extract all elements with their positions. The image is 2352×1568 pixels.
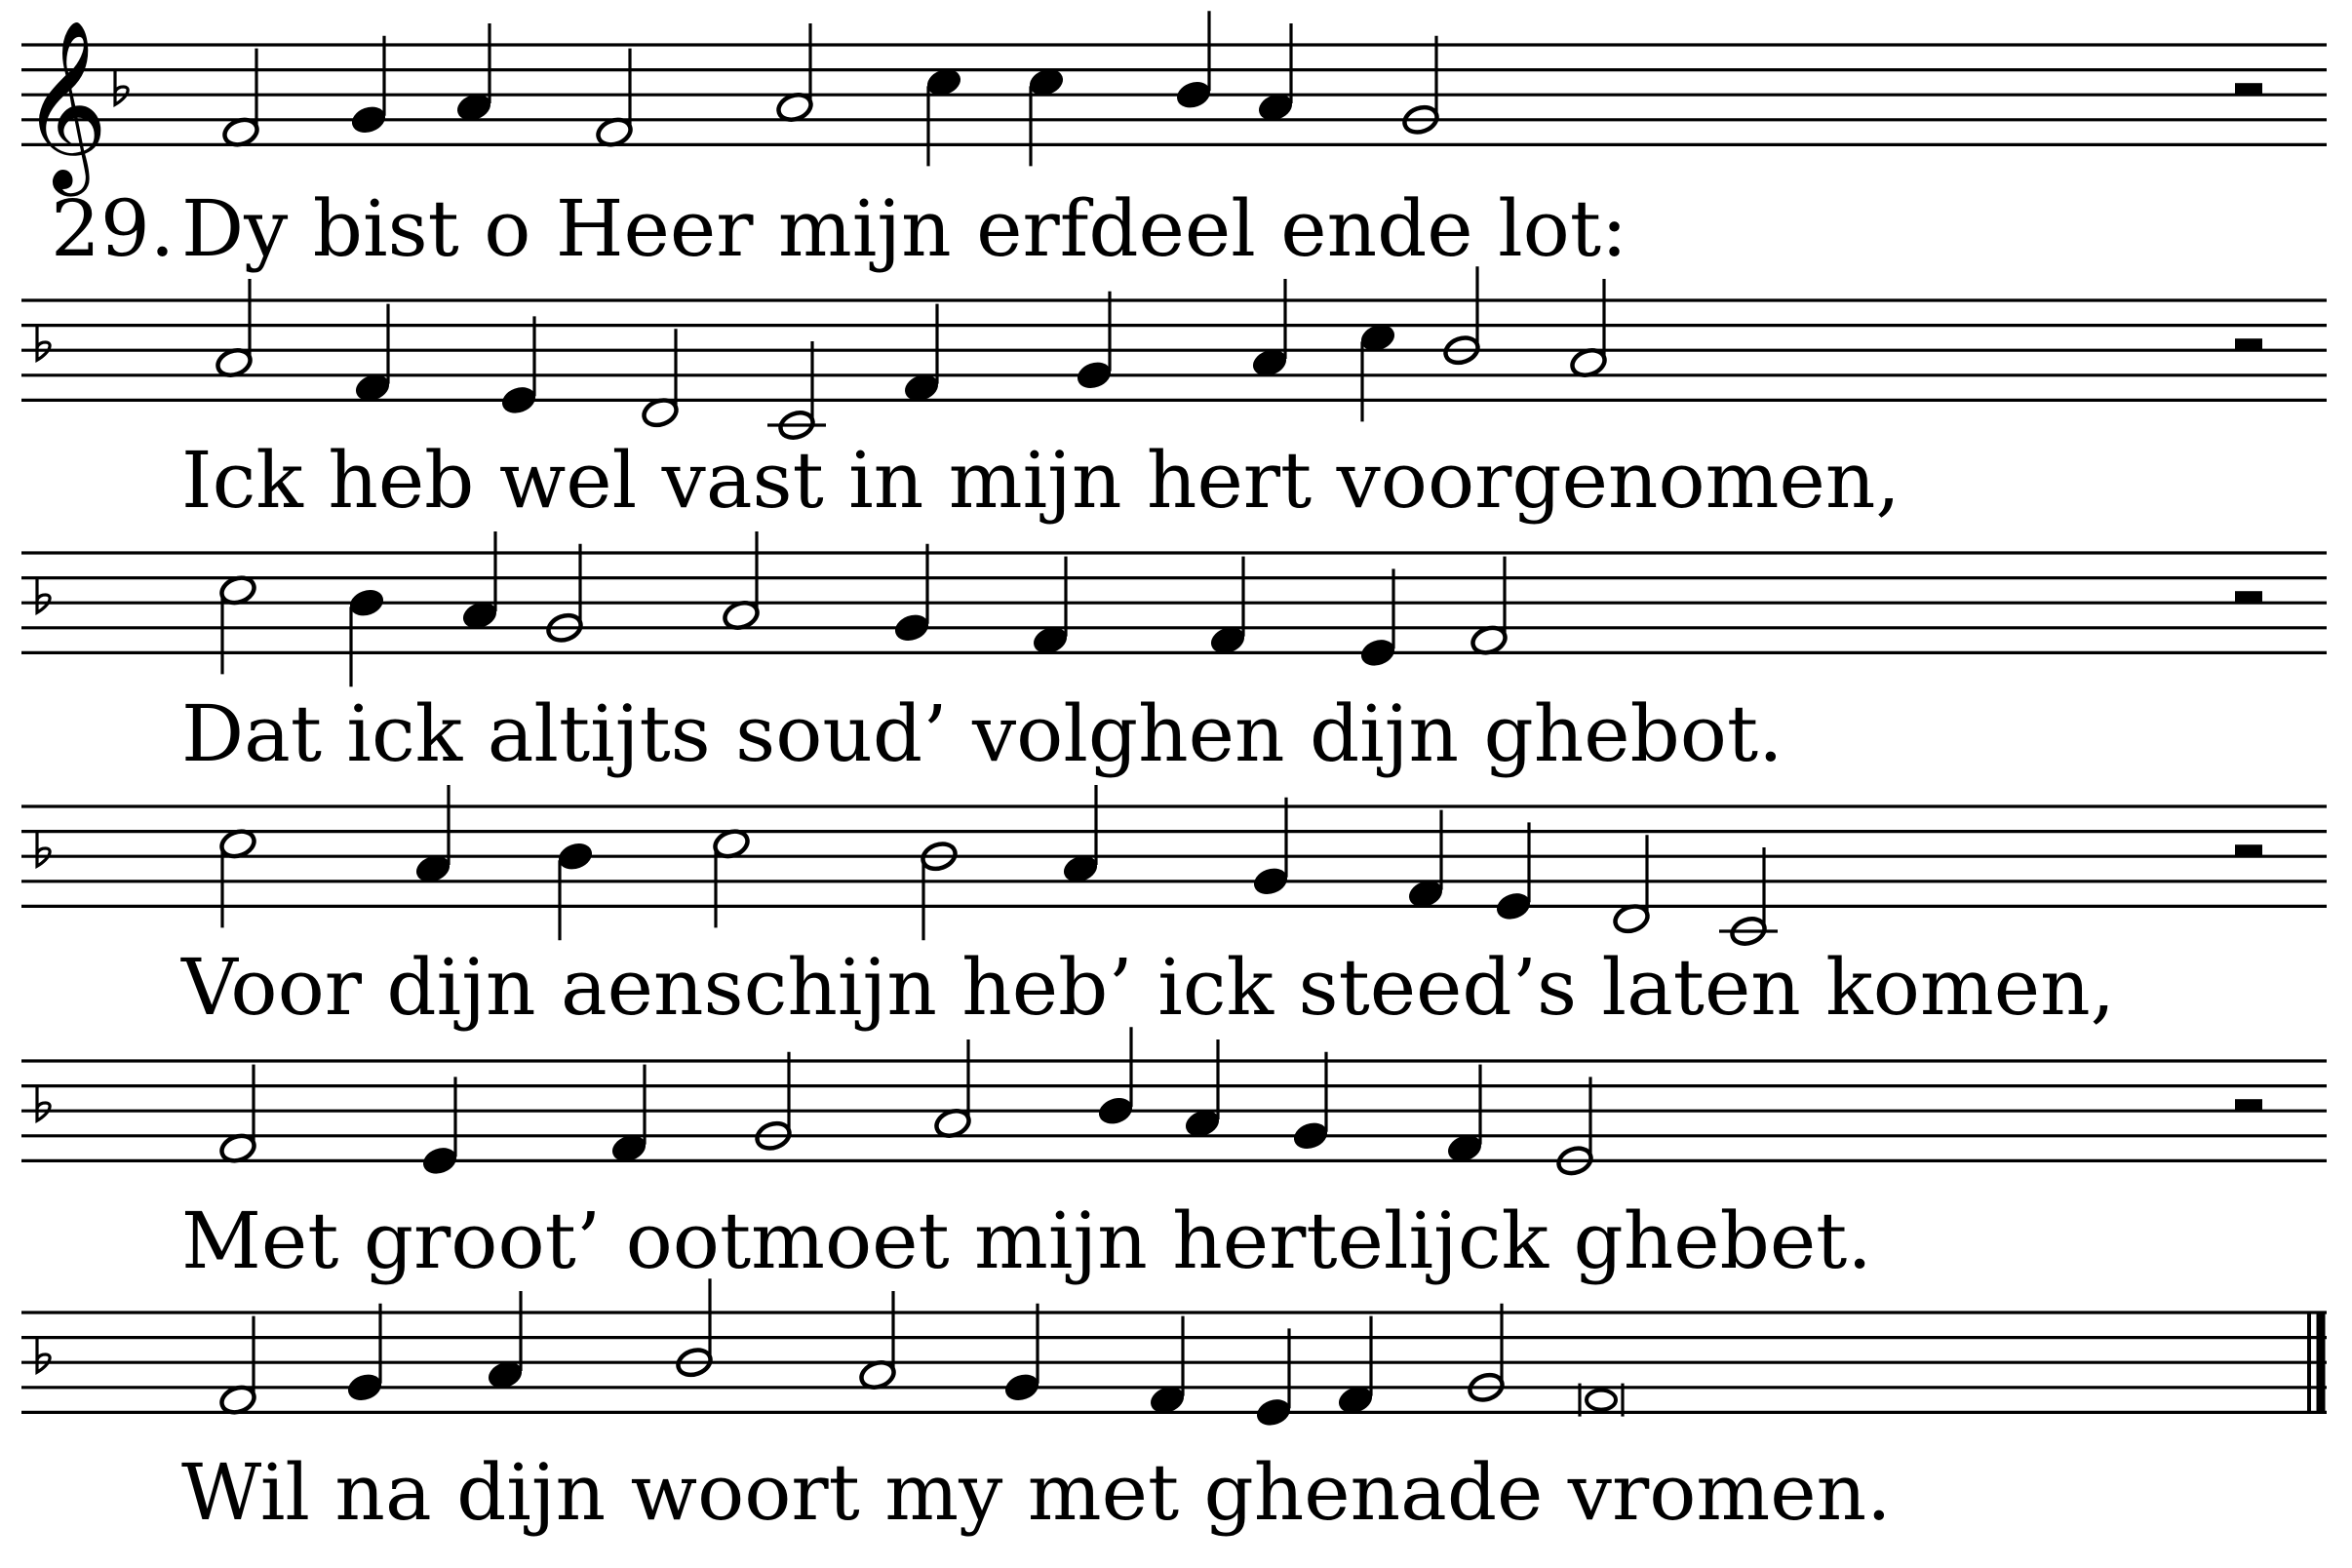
note-half [215, 279, 254, 379]
flat-icon [115, 69, 128, 104]
verse-number: 29. [51, 183, 176, 274]
filled-notehead [347, 586, 386, 619]
note-quarter [924, 65, 963, 166]
note-half [1467, 1304, 1506, 1404]
note-quarter [1208, 557, 1247, 657]
note-quarter [1096, 1027, 1135, 1127]
note-quarter [1075, 292, 1114, 392]
note-quarter [1406, 810, 1445, 911]
lyric-line-3: Dat ick altijts soud’ volghen dijn ghebot. [181, 688, 1784, 779]
half-rest-icon [2235, 338, 2262, 350]
note-quarter [902, 304, 941, 405]
note-half [1401, 36, 1440, 137]
filled-notehead [1251, 865, 1290, 898]
note-half [712, 827, 751, 927]
note-half [641, 329, 680, 429]
note-half [767, 341, 826, 442]
filled-notehead [892, 611, 931, 645]
note-quarter [1027, 65, 1066, 166]
filled-notehead [1096, 1094, 1135, 1127]
flat-icon [37, 1085, 50, 1120]
note-quarter [460, 531, 499, 632]
note-quarter [454, 23, 493, 124]
note-quarter [499, 316, 538, 416]
note-quarter [1061, 785, 1100, 885]
note-quarter [349, 36, 388, 137]
filled-notehead [1291, 1119, 1330, 1153]
filled-notehead [420, 1144, 459, 1177]
note-half [1719, 847, 1778, 948]
breve-head [1587, 1391, 1616, 1410]
lyric-line-2: Ick heb wel vast in mijn hert voorgenomen, [181, 435, 1901, 526]
note-half [1442, 266, 1481, 367]
lyric-line-1: Dy bist o Heer mijn erfdeel ende lot: [181, 183, 1627, 274]
note-half [1569, 279, 1608, 379]
note-quarter [1256, 23, 1295, 124]
note-quarter [1250, 279, 1289, 379]
note-half [675, 1278, 714, 1379]
note-quarter [1183, 1039, 1222, 1140]
note-quarter [1291, 1052, 1330, 1153]
note-quarter [609, 1065, 648, 1165]
note-half [775, 23, 814, 124]
staff-4 [21, 785, 2327, 948]
note-quarter [1148, 1316, 1187, 1417]
flat-icon [37, 325, 50, 360]
flat-icon [37, 1337, 50, 1372]
note-half [754, 1052, 793, 1153]
note-quarter [347, 586, 386, 686]
note-quarter [1002, 1304, 1041, 1404]
staff-6 [21, 1278, 2327, 1429]
filled-notehead [1174, 78, 1213, 111]
staff-3 [21, 531, 2327, 686]
lyric-line-4: Voor dijn aenschijn heb’ ick steed’s laten komen, [181, 942, 2116, 1033]
half-rest-icon [2235, 83, 2262, 95]
note-half [221, 49, 260, 149]
note-half [1612, 835, 1651, 935]
note-half [218, 573, 257, 674]
staff-5 [21, 1027, 2327, 1177]
half-rest-icon [2235, 1099, 2262, 1111]
note-quarter [1251, 798, 1290, 898]
flat-icon [37, 577, 50, 612]
note-quarter [1336, 1316, 1375, 1417]
filled-notehead [499, 383, 538, 416]
note-quarter [556, 840, 595, 940]
note-half [722, 531, 761, 632]
lyric-line-5: Met groot’ ootmoet mijn hertelijck ghebet. [181, 1196, 1872, 1286]
filled-notehead [1254, 1395, 1293, 1429]
note-quarter [413, 785, 452, 885]
note-half [218, 1065, 257, 1165]
note-half [595, 49, 634, 149]
note-half [1470, 557, 1509, 657]
filled-notehead [1494, 889, 1533, 922]
note-half [218, 1316, 257, 1417]
note-half [1555, 1077, 1594, 1177]
staff-1 [21, 11, 2327, 197]
note-quarter [1358, 321, 1397, 421]
lyric-line-6: Wil na dijn woort my met ghenade vromen. [181, 1447, 1892, 1538]
note-half [545, 544, 584, 645]
filled-notehead [345, 1371, 384, 1404]
staff-2 [21, 266, 2327, 442]
flat-icon [37, 831, 50, 866]
note-quarter [1445, 1065, 1484, 1165]
note-half [218, 827, 257, 927]
note-quarter [345, 1304, 384, 1404]
note-half [933, 1039, 972, 1140]
treble-clef-icon: 𝄞 [21, 20, 108, 189]
note-half [858, 1291, 897, 1392]
filled-notehead [349, 103, 388, 137]
note-quarter [1254, 1328, 1293, 1429]
note-quarter [1494, 822, 1533, 922]
note-quarter [1358, 568, 1397, 669]
half-rest-icon [2235, 844, 2262, 856]
filled-notehead [1002, 1371, 1041, 1404]
note-quarter [486, 1291, 525, 1392]
half-rest-icon [2235, 591, 2262, 603]
note-quarter [892, 544, 931, 645]
note-quarter [420, 1077, 459, 1177]
filled-notehead [1358, 636, 1397, 669]
note-half [920, 840, 959, 940]
filled-notehead [556, 840, 595, 873]
filled-notehead [1075, 359, 1114, 392]
note-quarter [353, 304, 392, 405]
note-quarter [1174, 11, 1213, 111]
note-quarter [1031, 557, 1070, 657]
